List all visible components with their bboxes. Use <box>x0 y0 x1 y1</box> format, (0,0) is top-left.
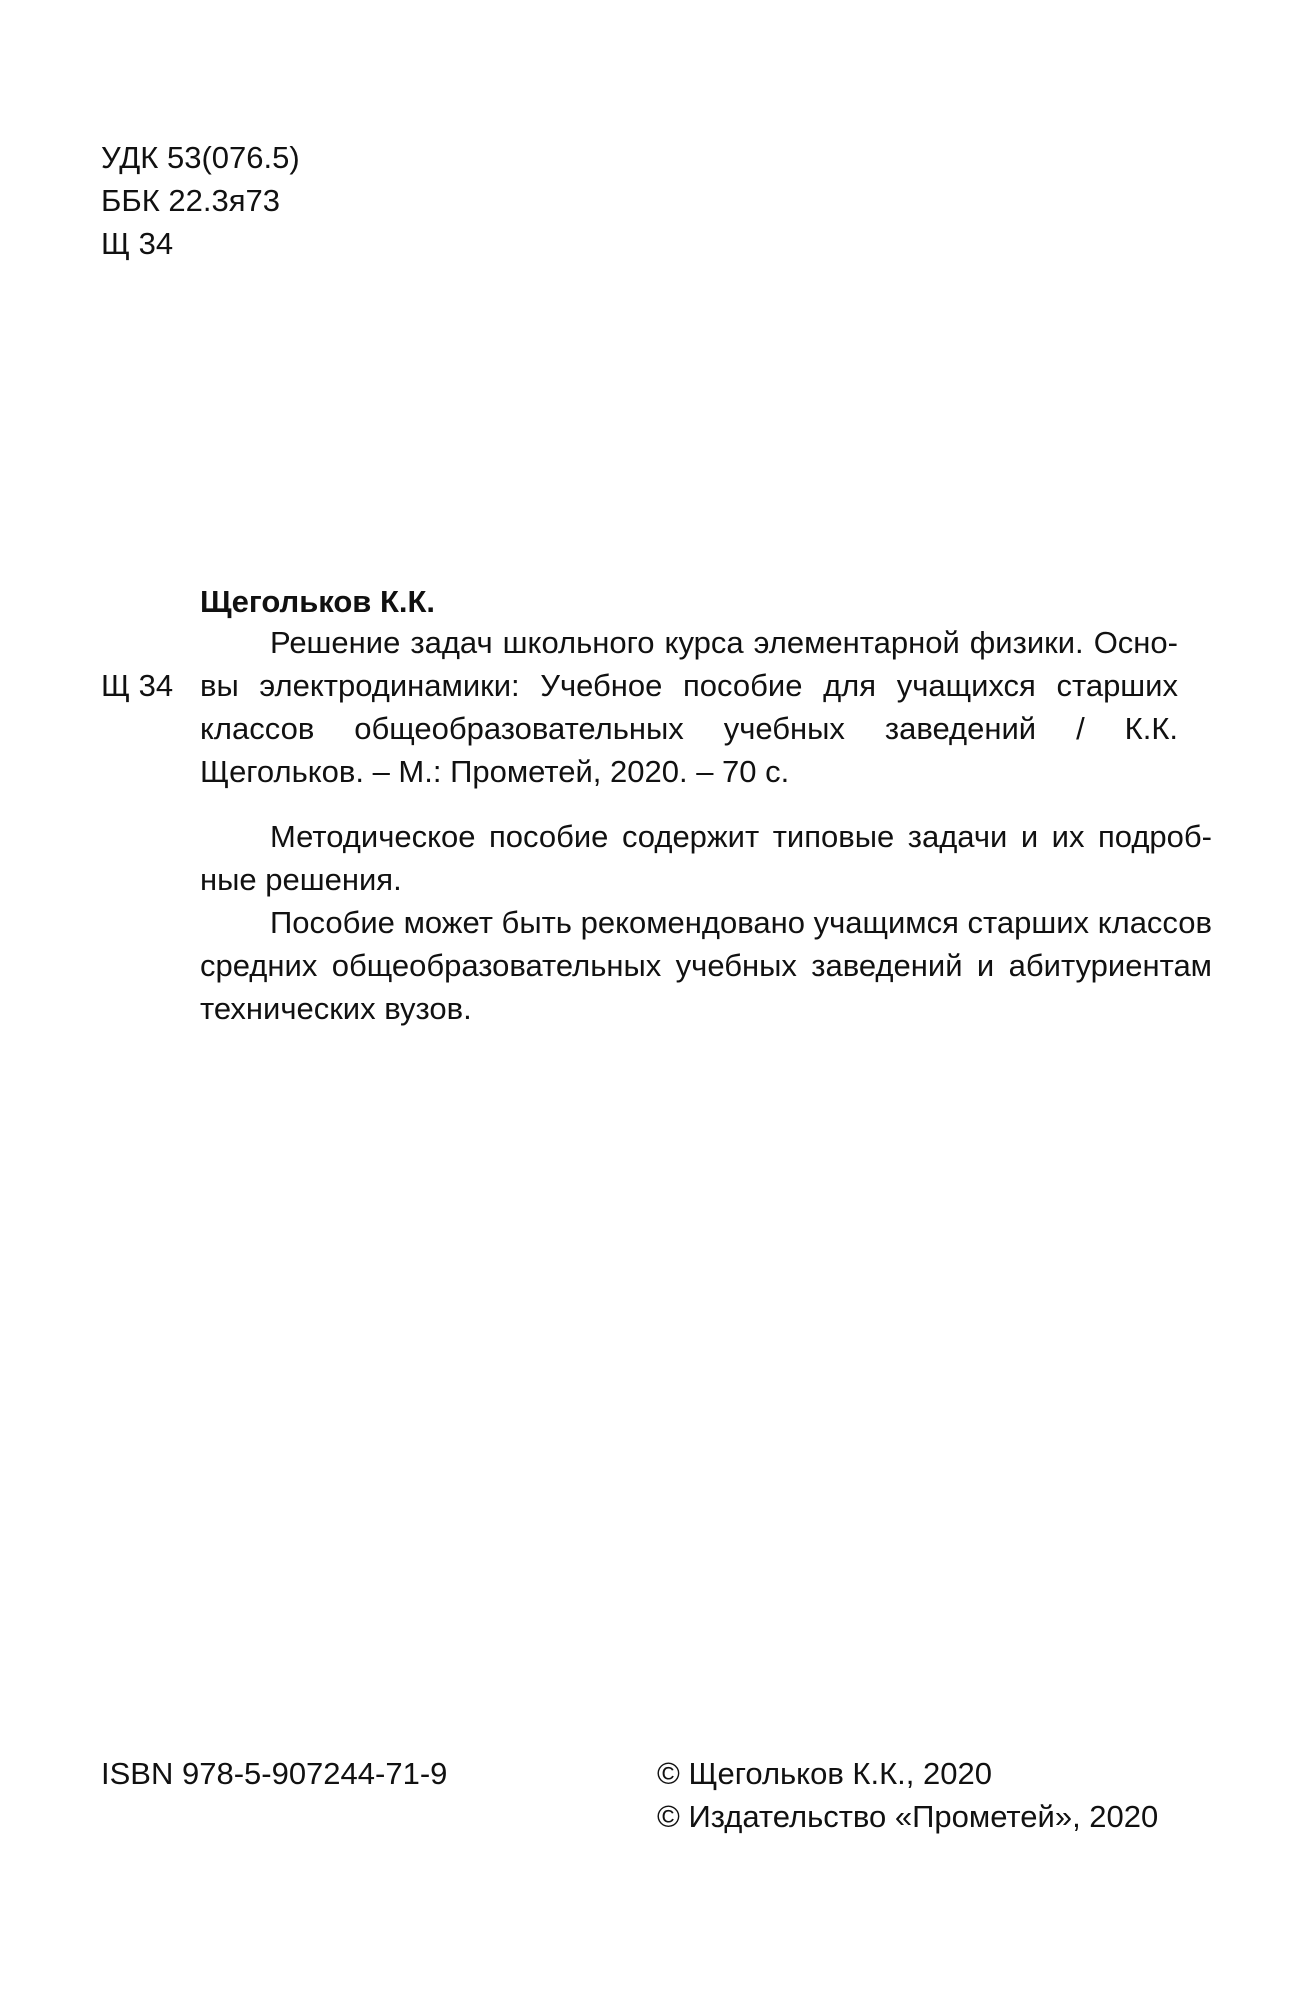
copyright-author: © Щегольков К.К., 2020 <box>657 1756 992 1791</box>
copyright-block <box>657 1752 1158 1838</box>
udk-code: УДК 53(076.5) <box>101 140 300 175</box>
bbk-code: ББК 22.3я73 <box>101 183 280 218</box>
isbn: ISBN 978-5-907244-71-9 <box>101 1756 448 1791</box>
bibliographic-description: Решение задач школьного курса элементарной физики. Основы электродинамики: Учебное пособие для учащихся старших классов общеобразовательных учебных заведений / К.К. Щегольков. – М.: Прометей, 2020. – 70 с. <box>200 625 1178 789</box>
annotation-paragraph: Методическое пособие содержит типовые задачи и их подробные решения. <box>200 819 1212 897</box>
annotation <box>200 815 1212 1030</box>
annotation-paragraph: Пособие может быть рекомендовано учащимся старших классов средних общеобразовательных учебных заведений и абитуриентам технических вузов. <box>200 905 1212 1026</box>
copyright-publisher: © Издательство «Прометей», 2020 <box>657 1799 1159 1834</box>
author-mark: Щ 34 <box>101 226 174 261</box>
entry-author-mark: Щ 34 <box>101 668 174 703</box>
classification-block <box>101 136 300 265</box>
author-name: Щегольков К.К. <box>200 584 436 619</box>
